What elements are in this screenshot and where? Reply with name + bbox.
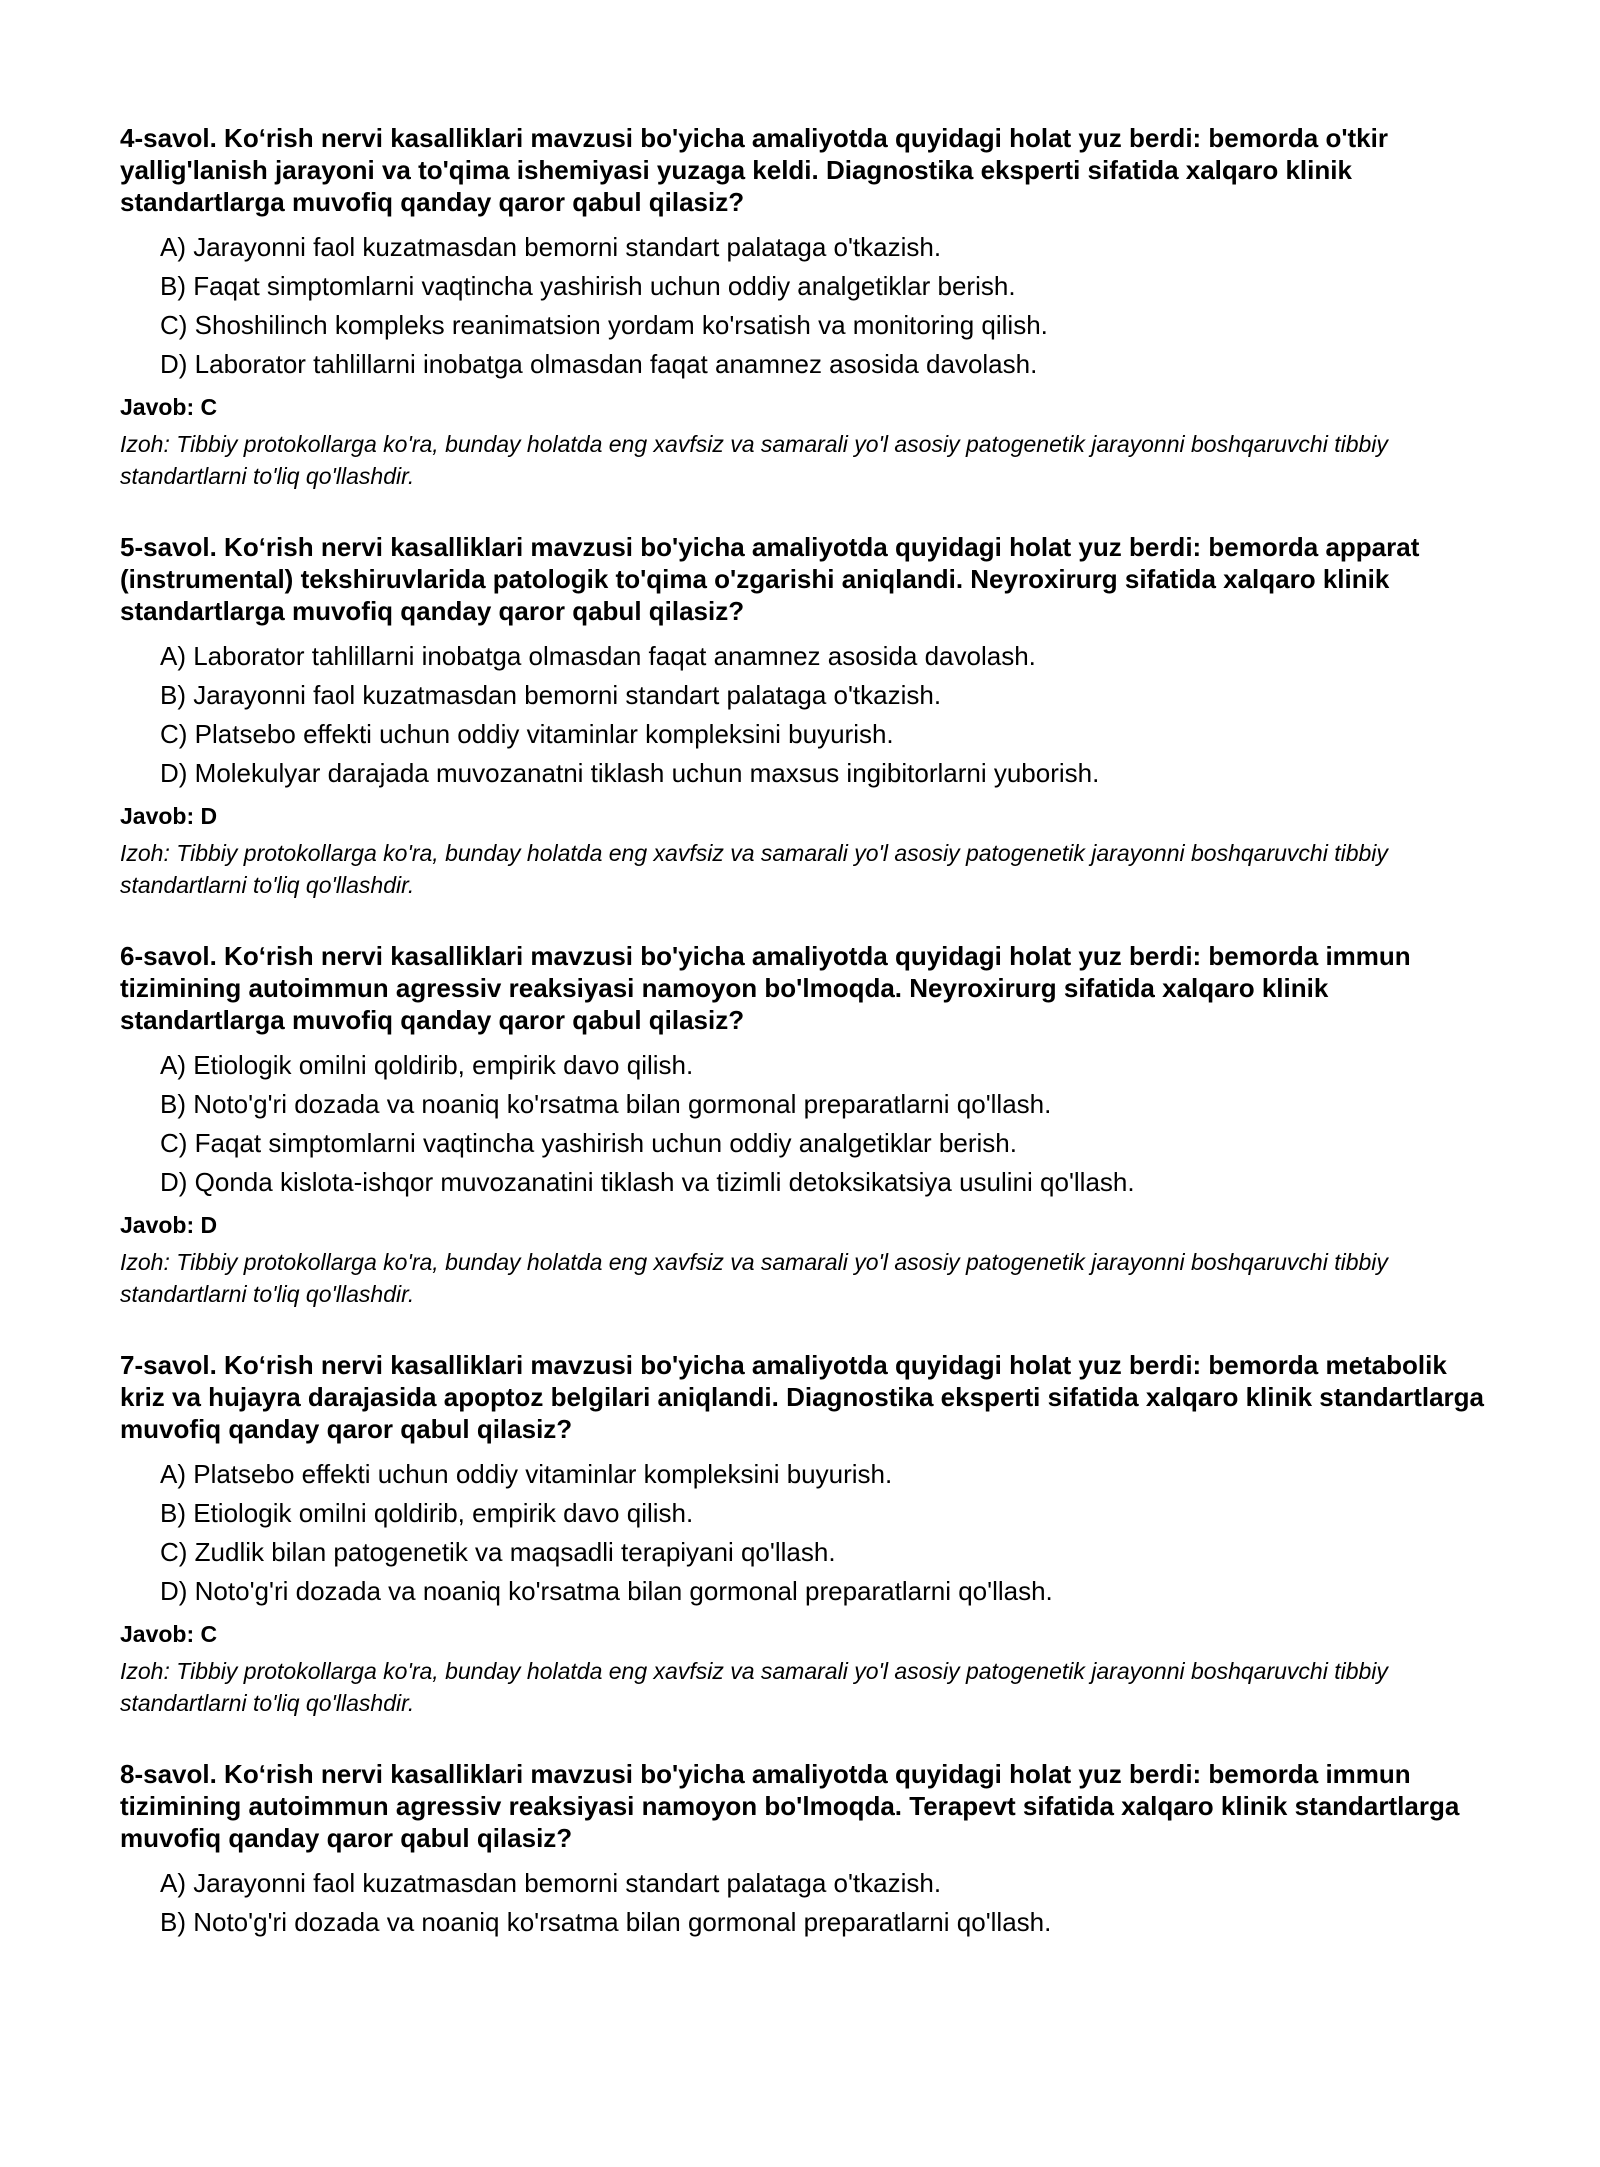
answer-option: B) Etiologik omilni qoldirib, empirik davo qilish. <box>160 1498 694 1528</box>
answer-option: B) Noto'g'ri dozada va noaniq ko'rsatma bilan gormonal preparatlarni qo'llash. <box>160 1089 1052 1119</box>
answer-option: D) Molekulyar darajada muvozanatni tiklash uchun maxsus ingibitorlarni yuborish. <box>160 758 1100 788</box>
answer-options <box>120 1455 1490 1611</box>
question-stem: 6-savol. Koʻrish nervi kasalliklari mavzusi bo'yicha amaliyotda quyidagi holat yuz berdi: bemorda immun tizimining autoimmun agressiv reaksiyasi namoyon bo'lmoqda. Neyroxirurg sifatida xalqaro klinik standartlarga muvofiq qanday qaror qabul qilasiz? <box>120 941 1411 1035</box>
answer-option: B) Jarayonni faol kuzatmasdan bemorni standart palataga o'tkazish. <box>160 680 942 710</box>
answer-options <box>120 1864 1490 1942</box>
answer-option: C) Platsebo effekti uchun oddiy vitaminlar kompleksini buyurish. <box>160 719 894 749</box>
answer-option: A) Laborator tahlillarni inobatga olmasdan faqat anamnez asosida davolash. <box>160 641 1036 671</box>
correct-answer: Javob: D <box>120 1212 218 1238</box>
question-stem: 8-savol. Koʻrish nervi kasalliklari mavzusi bo'yicha amaliyotda quyidagi holat yuz berdi: bemorda immun tizimining autoimmun agressiv reaksiyasi namoyon bo'lmoqda. Terapevt sifatida xalqaro klinik standartlarga muvofiq qanday qaror qabul qilasiz? <box>120 1759 1460 1853</box>
question-block <box>120 1758 1490 2167</box>
answer-option: A) Jarayonni faol kuzatmasdan bemorni standart palataga o'tkazish. <box>160 1868 942 1898</box>
question-stem: 4-savol. Koʻrish nervi kasalliklari mavzusi bo'yicha amaliyotda quyidagi holat yuz berdi: bemorda o'tkir yallig'lanish jarayoni va to'qima ishemiyasi yuzaga keldi. Diagnostika eksperti sifatida xalqaro klinik standartlarga muvofiq qanday qaror qabul qilasiz? <box>120 123 1388 217</box>
answer-option: C) Zudlik bilan patogenetik va maqsadli terapiyani qo'llash. <box>160 1537 836 1567</box>
answer-option: B) Noto'g'ri dozada va noaniq ko'rsatma bilan gormonal preparatlarni qo'llash. <box>160 1907 1052 1937</box>
explanation: Izoh: Tibbiy protokollarga ko'ra, bunday holatda eng xavfsiz va samarali yo'l asosiy patogenetik jarayonni boshqaruvchi tibbiy standartlarni to'liq qo'llashdir. <box>120 1658 1388 1716</box>
answer-option: B) Faqat simptomlarni vaqtincha yashirish uchun oddiy analgetiklar berish. <box>160 271 1016 301</box>
correct-answer: Javob: C <box>120 394 218 420</box>
document-page <box>120 122 1490 2167</box>
answer-option: D) Noto'g'ri dozada va noaniq ko'rsatma bilan gormonal preparatlarni qo'llash. <box>160 1576 1053 1606</box>
answer-option: D) Qonda kislota-ishqor muvozanatini tiklash va tizimli detoksikatsiya usulini qo'llash. <box>160 1167 1135 1197</box>
explanation: Izoh: Tibbiy protokollarga ko'ra, bunday holatda eng xavfsiz va samarali yo'l asosiy patogenetik jarayonni boshqaruvchi tibbiy standartlarni to'liq qo'llashdir. <box>120 1249 1388 1307</box>
answer-option: A) Etiologik omilni qoldirib, empirik davo qilish. <box>160 1050 694 1080</box>
question-block <box>120 122 1490 531</box>
explanation: Izoh: Tibbiy protokollarga ko'ra, bunday holatda eng xavfsiz va samarali yo'l asosiy patogenetik jarayonni boshqaruvchi tibbiy standartlarni to'liq qo'llashdir. <box>120 431 1388 489</box>
answer-option: A) Jarayonni faol kuzatmasdan bemorni standart palataga o'tkazish. <box>160 232 942 262</box>
answer-options <box>120 637 1490 793</box>
correct-answer: Javob: D <box>120 803 218 829</box>
question-block <box>120 940 1490 1349</box>
question-stem: 7-savol. Koʻrish nervi kasalliklari mavzusi bo'yicha amaliyotda quyidagi holat yuz berdi: bemorda metabolik kriz va hujayra darajasida apoptoz belgilari aniqlandi. Diagnostika eksperti sifatida xalqaro klinik standartlarga muvofiq qanday qaror qabul qilasiz? <box>120 1350 1484 1444</box>
answer-option: C) Shoshilinch kompleks reanimatsion yordam ko'rsatish va monitoring qilish. <box>160 310 1048 340</box>
answer-options <box>120 228 1490 384</box>
correct-answer: Javob: C <box>120 1621 218 1647</box>
answer-option: C) Faqat simptomlarni vaqtincha yashirish uchun oddiy analgetiklar berish. <box>160 1128 1017 1158</box>
question-block <box>120 531 1490 940</box>
question-stem: 5-savol. Koʻrish nervi kasalliklari mavzusi bo'yicha amaliyotda quyidagi holat yuz berdi: bemorda apparat (instrumental) tekshiruvlarida patologik to'qima o'zgarishi aniqlandi. Neyroxirurg sifatida xalqaro klinik standartlarga muvofiq qanday qaror qabul qilasiz? <box>120 532 1420 626</box>
answer-option: A) Platsebo effekti uchun oddiy vitaminlar kompleksini buyurish. <box>160 1459 893 1489</box>
answer-option: D) Laborator tahlillarni inobatga olmasdan faqat anamnez asosida davolash. <box>160 349 1038 379</box>
explanation: Izoh: Tibbiy protokollarga ko'ra, bunday holatda eng xavfsiz va samarali yo'l asosiy patogenetik jarayonni boshqaruvchi tibbiy standartlarni to'liq qo'llashdir. <box>120 840 1388 898</box>
question-block <box>120 1349 1490 1758</box>
answer-options <box>120 1046 1490 1202</box>
